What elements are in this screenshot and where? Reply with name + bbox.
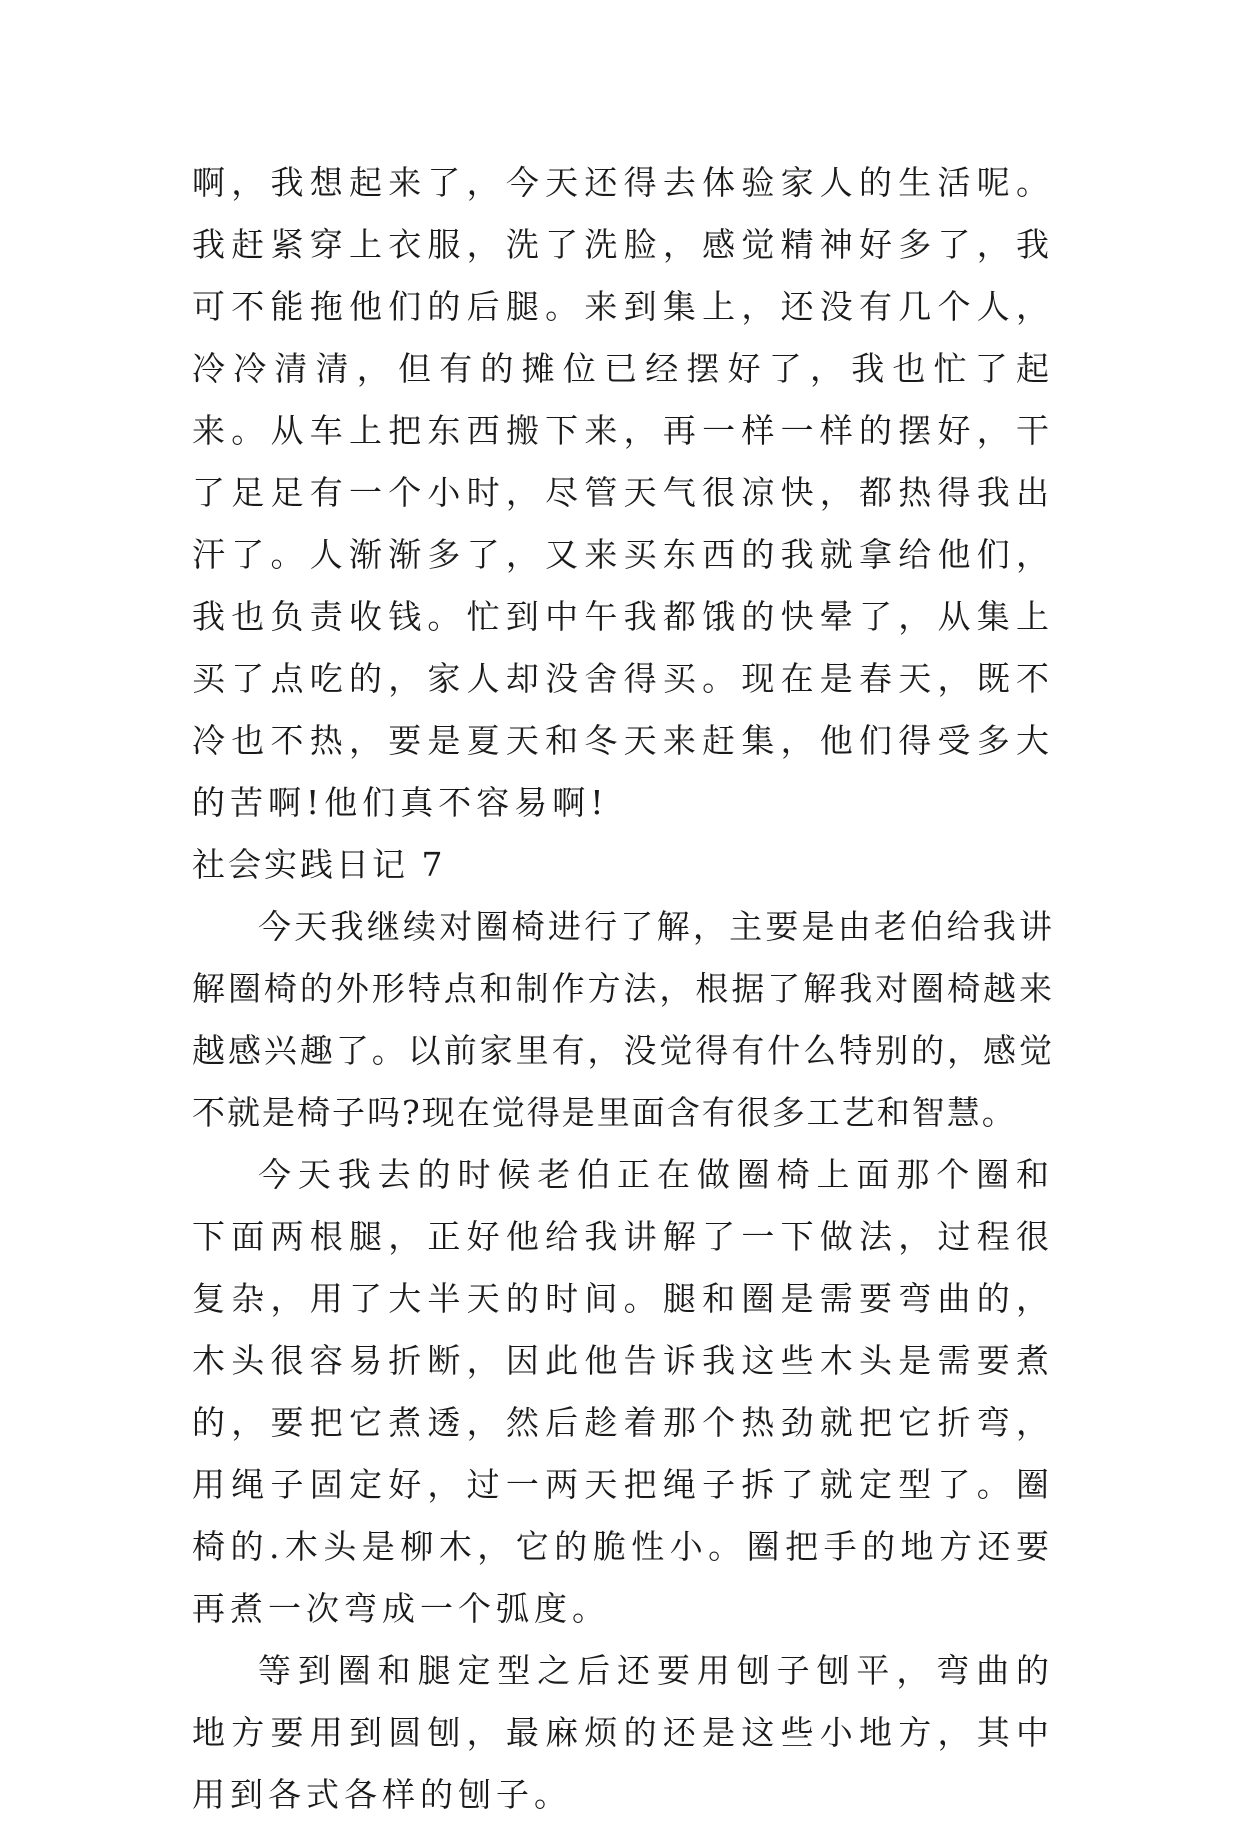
paragraph-1: 今天我继续对圈椅进行了解，主要是由老伯给我讲解圈椅的外形特点和制作方法，根据了解我对圈椅越来越感兴趣了。以前家里有，没觉得有什么特别的，感觉不就是椅子吗?现在觉得是里面含有很多工艺和智慧。 — [192, 907, 1054, 1132]
document-page — [192, 152, 1054, 1826]
paragraph-3: 等到圈和腿定型之后还要用刨子刨平，弯曲的地方要用到圆刨，最麻烦的还是这些小地方，其中用到各式各样的刨子。 — [192, 1651, 1054, 1814]
section-title: 社会实践日记 7 — [192, 845, 446, 884]
paragraph-2: 今天我去的时候老伯正在做圈椅上面那个圈和下面两根腿，正好他给我讲解了一下做法，过程很复杂，用了大半天的时间。腿和圈是需要弯曲的，木头很容易折断，因此他告诉我这些木头是需要煮的，要把它煮透，然后趁着那个热劲就把它折弯，用绳子固定好，过一两天把绳子拆了就定型了。圈椅的.木头是柳木，它的脆性小。圈把手的地方还要再煮一次弯成一个弧度。 — [192, 1155, 1054, 1628]
continued-paragraph: 啊，我想起来了，今天还得去体验家人的生活呢。我赶紧穿上衣服，洗了洗脸，感觉精神好多了，我可不能拖他们的后腿。来到集上，还没有几个人，冷冷清清，但有的摊位已经摆好了，我也忙了起来。从车上把东西搬下来，再一样一样的摆好，干了足足有一个小时，尽管天气很凉快，都热得我出汗了。人渐渐多了，又来买东西的我就拿给他们，我也负责收钱。忙到中午我都饿的快晕了，从集上买了点吃的，家人却没舍得买。现在是春天，既不冷也不热，要是夏天和冬天来赶集，他们得受多大的苦啊!他们真不容易啊! — [192, 163, 1054, 822]
